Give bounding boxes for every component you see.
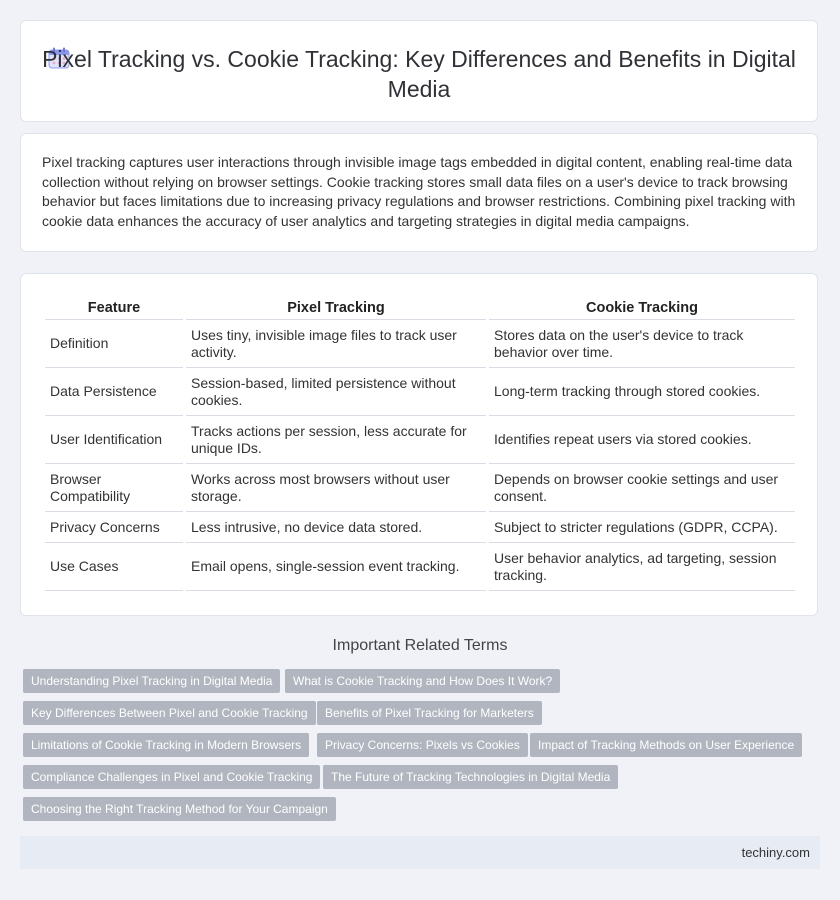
table-cell: Stores data on the user's device to track behavior over time.	[489, 320, 795, 368]
comparison-card	[20, 273, 818, 616]
related-term-tag[interactable]: Benefits of Pixel Tracking for Marketers	[317, 701, 542, 725]
related-term-tag[interactable]: Choosing the Right Tracking Method for Your Campaign	[23, 797, 336, 821]
table-cell: Works across most browsers without user storage.	[186, 464, 486, 512]
related-term-tag[interactable]: What is Cookie Tracking and How Does It Work?	[285, 669, 560, 693]
related-term-tag[interactable]: Impact of Tracking Methods on User Experience	[530, 733, 802, 757]
title-card	[20, 20, 818, 122]
table-cell: Definition	[45, 320, 183, 368]
footer	[20, 836, 820, 869]
table-cell: Long-term tracking through stored cookies.	[489, 368, 795, 416]
table-cell: Email opens, single-session event tracking.	[186, 543, 486, 591]
table-cell: Privacy Concerns	[45, 512, 183, 543]
table-cell: Subject to stricter regulations (GDPR, CCPA).	[489, 512, 795, 543]
table-row	[45, 368, 795, 416]
related-term-tag[interactable]: Privacy Concerns: Pixels vs Cookies	[317, 733, 528, 757]
table-cell: Session-based, limited persistence without cookies.	[186, 368, 486, 416]
table-cell: Browser Compatibility	[45, 464, 183, 512]
table-cell: User behavior analytics, ad targeting, session tracking.	[489, 543, 795, 591]
page-title: Pixel Tracking vs. Cookie Tracking: Key Differences and Benefits in Digital Media	[42, 46, 796, 102]
related-term-tag[interactable]: The Future of Tracking Technologies in Digital Media	[323, 765, 618, 789]
table-cell: Use Cases	[45, 543, 183, 591]
related-term-tag[interactable]: Compliance Challenges in Pixel and Cookie Tracking	[23, 765, 320, 789]
table-cell: Depends on browser cookie settings and user consent.	[489, 464, 795, 512]
table-row	[45, 320, 795, 368]
intro-paragraph: Pixel tracking captures user interactions through invisible image tags embedded in digital content, enabling real-time data collection without relying on browser settings. Cookie tracking stores small data files on a user's device to track browsing behavior but faces limitations due to increasing privacy regulations and browser restrictions. Combining pixel tracking with cookie data enhances the accuracy of user analytics and targeting strategies in digital media campaigns.	[42, 154, 796, 229]
table-header: Cookie Tracking	[489, 296, 795, 320]
related-terms-title: Important Related Terms	[332, 637, 508, 654]
related-term-tag[interactable]: Understanding Pixel Tracking in Digital Media	[23, 669, 280, 693]
table-cell: User Identification	[45, 416, 183, 464]
related-term-tag[interactable]: Key Differences Between Pixel and Cookie Tracking	[23, 701, 316, 725]
table-header: Pixel Tracking	[186, 296, 486, 320]
table-cell: Uses tiny, invisible image files to track user activity.	[186, 320, 486, 368]
related-term-tag[interactable]: Limitations of Cookie Tracking in Modern Browsers	[23, 733, 309, 757]
table-row	[45, 416, 795, 464]
table-cell: Tracks actions per session, less accurate for unique IDs.	[186, 416, 486, 464]
footer-site: techiny.com	[741, 845, 810, 860]
intro-card	[20, 133, 818, 252]
table-cell: Less intrusive, no device data stored.	[186, 512, 486, 543]
table-row	[45, 464, 795, 512]
table-header: Feature	[45, 296, 183, 320]
comparison-table	[42, 296, 798, 591]
table-row	[45, 543, 795, 591]
table-cell: Data Persistence	[45, 368, 183, 416]
table-cell: Identifies repeat users via stored cookies.	[489, 416, 795, 464]
table-row	[45, 512, 795, 543]
